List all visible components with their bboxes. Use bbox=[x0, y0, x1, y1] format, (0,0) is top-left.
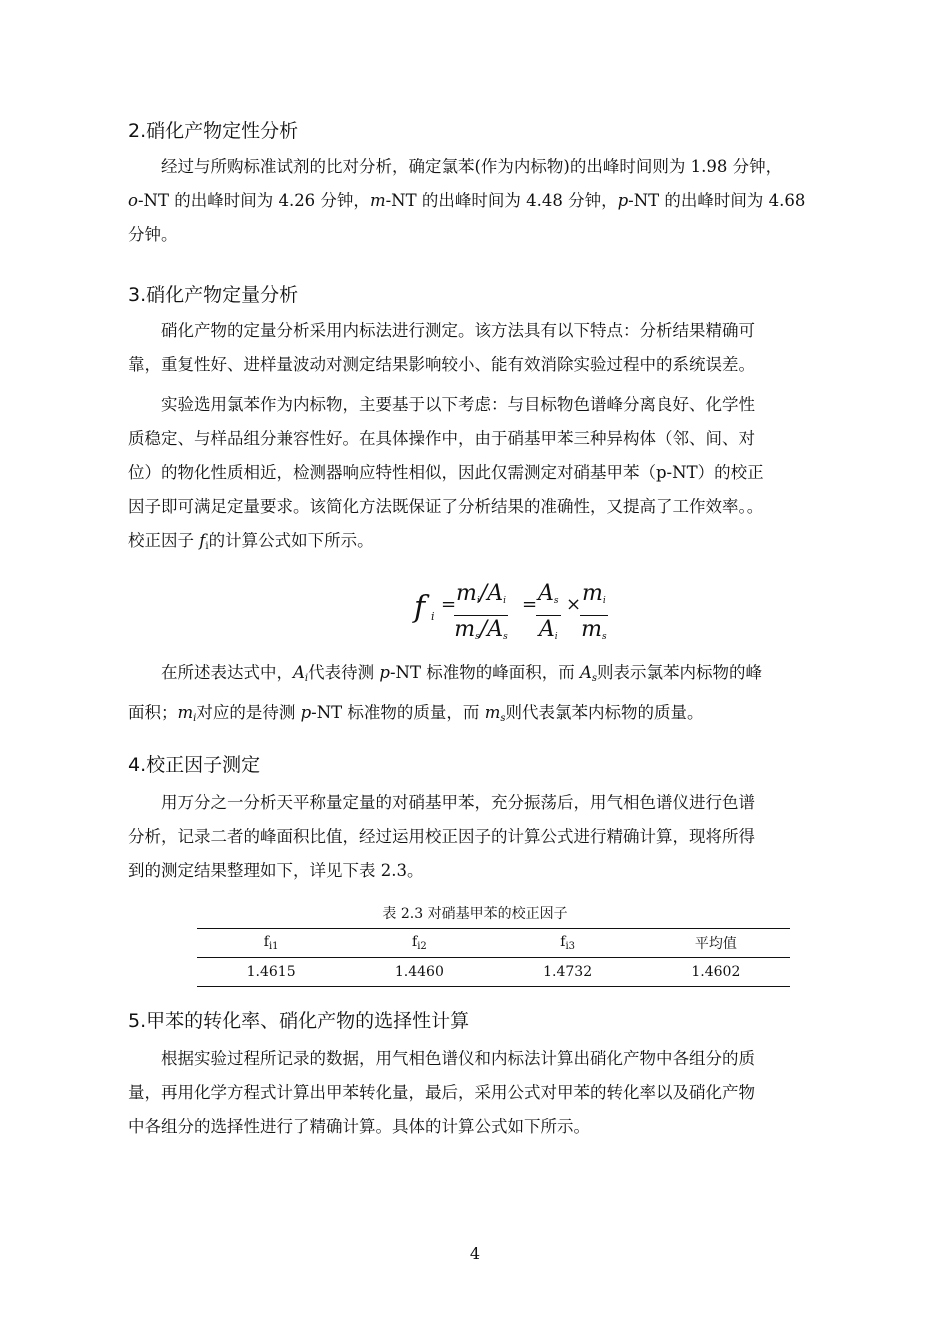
formula-subscript: i bbox=[476, 596, 480, 606]
text-line: 用万分之一分析天平称量定量的对硝基甲苯，充分振荡后，用气相色谱仪进行色谱 bbox=[161, 793, 755, 812]
text-line: 分析，记录二者的峰面积比值，经过运用校正因子的计算公式进行精确计算，现将所得 bbox=[128, 827, 755, 846]
text-run: 校正因子 bbox=[128, 531, 200, 550]
table-row bbox=[197, 958, 790, 987]
text-line: 经过与所购标准试剂的比对分析，确定氯苯(作为内标物)的出峰时间则为 1.98 分钟， bbox=[161, 157, 783, 176]
italic-text: m bbox=[369, 191, 386, 210]
formula-symbol: m bbox=[456, 581, 477, 606]
header-subscript: i2 bbox=[417, 941, 427, 952]
text-run: 则表示氯苯内标物的峰 bbox=[597, 663, 763, 682]
formula-symbol: m bbox=[582, 581, 603, 606]
section-5-paragraph bbox=[128, 1042, 858, 1144]
formula-equals: = bbox=[441, 594, 457, 615]
formula-fraction-3 bbox=[580, 582, 608, 649]
text-run: 代表待测 bbox=[308, 663, 380, 682]
formula-subscript: s bbox=[503, 632, 508, 642]
italic-text: m bbox=[484, 703, 501, 722]
formula-times: × bbox=[566, 594, 582, 615]
formula-subscript: i bbox=[602, 596, 606, 606]
formula-subscript: i bbox=[503, 596, 506, 606]
page-number: 4 bbox=[469, 1244, 481, 1263]
table-header-cell bbox=[345, 929, 493, 958]
formula-subscript: s bbox=[553, 596, 559, 606]
table-cell: 1.4615 bbox=[246, 964, 296, 980]
text-line: 中各组分的选择性进行了精确计算。具体的计算公式如下所示。 bbox=[128, 1117, 590, 1136]
text-run: 面积； bbox=[128, 703, 178, 722]
subscript: i bbox=[205, 541, 209, 552]
text-line: 根据实验过程所记录的数据，用气相色谱仪和内标法计算出硝化产物中各组分的质 bbox=[161, 1049, 755, 1068]
subscript: s bbox=[591, 673, 598, 684]
formula-symbol: m bbox=[454, 617, 476, 642]
italic-text: o bbox=[128, 191, 138, 210]
formula-f: f bbox=[414, 590, 426, 625]
section-3-paragraph-3 bbox=[128, 656, 858, 736]
section-2-paragraph bbox=[128, 150, 858, 252]
text-line: 质稳定、与样品组分兼容性好。在具体操作中，由于硝基甲苯三种异构体（邻、间、对 bbox=[128, 429, 755, 448]
formula-subscript: s bbox=[475, 632, 480, 642]
text-run: 的计算公式如下所示。 bbox=[208, 531, 374, 550]
section-2-heading: 2.硝化产物定性分析 bbox=[128, 120, 299, 142]
table-header-cell bbox=[494, 929, 642, 958]
section-3-paragraph-2 bbox=[128, 388, 858, 564]
table-header-cell bbox=[197, 929, 345, 958]
section-3-paragraph-1 bbox=[128, 314, 858, 382]
text-line bbox=[128, 184, 858, 218]
subscript: i bbox=[193, 713, 197, 724]
text-run: 在所述表达式中， bbox=[161, 663, 293, 682]
italic-text: p bbox=[617, 191, 629, 210]
correction-factor-formula bbox=[414, 576, 614, 642]
text-run: 则代表氯苯内标物的质量。 bbox=[505, 703, 704, 722]
text-line: 硝化产物的定量分析采用内标法进行测定。该方法具有以下特点：分析结果精确可 bbox=[161, 321, 755, 340]
formula-f-subscript: i bbox=[431, 610, 435, 623]
formula-equals: = bbox=[522, 594, 538, 615]
table-header-cell bbox=[642, 929, 790, 958]
text-line: 到的测定结果整理如下，详见下表 2.3。 bbox=[128, 861, 424, 880]
italic-text: m bbox=[177, 703, 194, 722]
italic-text: A bbox=[293, 663, 305, 682]
formula-symbol: A bbox=[487, 617, 504, 642]
correction-factor-table bbox=[197, 928, 790, 987]
formula-symbol: A bbox=[538, 581, 554, 606]
section-4-heading: 4.校正因子测定 bbox=[128, 754, 261, 776]
formula-slash: / bbox=[479, 617, 488, 642]
table-header-row bbox=[197, 929, 790, 958]
text-run: -NT 的出峰时间为 4.48 分钟， bbox=[385, 191, 618, 210]
section-4-paragraph bbox=[128, 786, 858, 888]
text-run: -NT 标准物的质量，而 bbox=[311, 703, 485, 722]
text-line: 位）的物化性质相近，检测器响应特性相似，因此仅需测定对硝基甲苯（p-NT）的校正 bbox=[128, 463, 764, 482]
formula-subscript: s bbox=[602, 632, 607, 642]
table-cell: 1.4460 bbox=[394, 964, 444, 980]
italic-text: f bbox=[199, 531, 206, 550]
formula-symbol: m bbox=[581, 617, 602, 642]
header-text: f bbox=[263, 934, 269, 950]
text-line: 靠，重复性好、进样量波动对测定结果影响较小、能有效消除实验过程中的系统误差。 bbox=[128, 355, 755, 374]
formula-symbol: A bbox=[538, 617, 555, 642]
header-subscript: i3 bbox=[565, 941, 575, 952]
subscript: s bbox=[500, 713, 506, 724]
text-run: -NT 的出峰时间为 4.68 bbox=[628, 191, 806, 210]
italic-text: p bbox=[300, 703, 312, 722]
italic-text: p bbox=[379, 663, 390, 682]
header-subscript: i1 bbox=[268, 941, 279, 952]
text-run: -NT 的出峰时间为 4.26 分钟， bbox=[137, 191, 370, 210]
header-text: f bbox=[560, 934, 566, 950]
text-line bbox=[128, 696, 858, 736]
text-run: 对应的是待测 bbox=[196, 703, 301, 722]
formula-fraction-2 bbox=[536, 582, 561, 649]
formula-slash: / bbox=[479, 581, 488, 606]
text-line: 分钟。 bbox=[128, 225, 178, 244]
table-caption: 表 2.3 对硝基甲苯的校正因子 bbox=[382, 906, 568, 922]
text-line bbox=[128, 656, 858, 696]
formula-symbol: A bbox=[487, 581, 504, 606]
table-cell: 1.4732 bbox=[543, 964, 593, 980]
section-5-heading: 5.甲苯的转化率、硝化产物的选择性计算 bbox=[128, 1010, 470, 1032]
text-run: -NT 标准物的峰面积，而 bbox=[389, 663, 580, 682]
subscript: i bbox=[304, 673, 309, 684]
header-text: f bbox=[412, 934, 418, 950]
text-line bbox=[128, 524, 858, 564]
italic-text: A bbox=[579, 663, 592, 682]
text-line: 量，再用化学方程式计算出甲苯转化量，最后，采用公式对甲苯的转化率以及硝化产物 bbox=[128, 1083, 755, 1102]
section-3-heading: 3.硝化产物定量分析 bbox=[128, 284, 299, 306]
text-line: 因子即可满足定量要求。该简化方法既保证了分析结果的准确性，又提高了工作效率。。 bbox=[128, 497, 764, 516]
text-line: 实验选用氯苯作为内标物，主要基于以下考虑：与目标物色谱峰分离良好、化学性 bbox=[161, 395, 755, 414]
table-cell: 1.4602 bbox=[691, 964, 741, 980]
header-text: 平均值 bbox=[694, 936, 737, 952]
formula-subscript: i bbox=[554, 632, 558, 642]
formula-fraction-1 bbox=[454, 582, 508, 649]
